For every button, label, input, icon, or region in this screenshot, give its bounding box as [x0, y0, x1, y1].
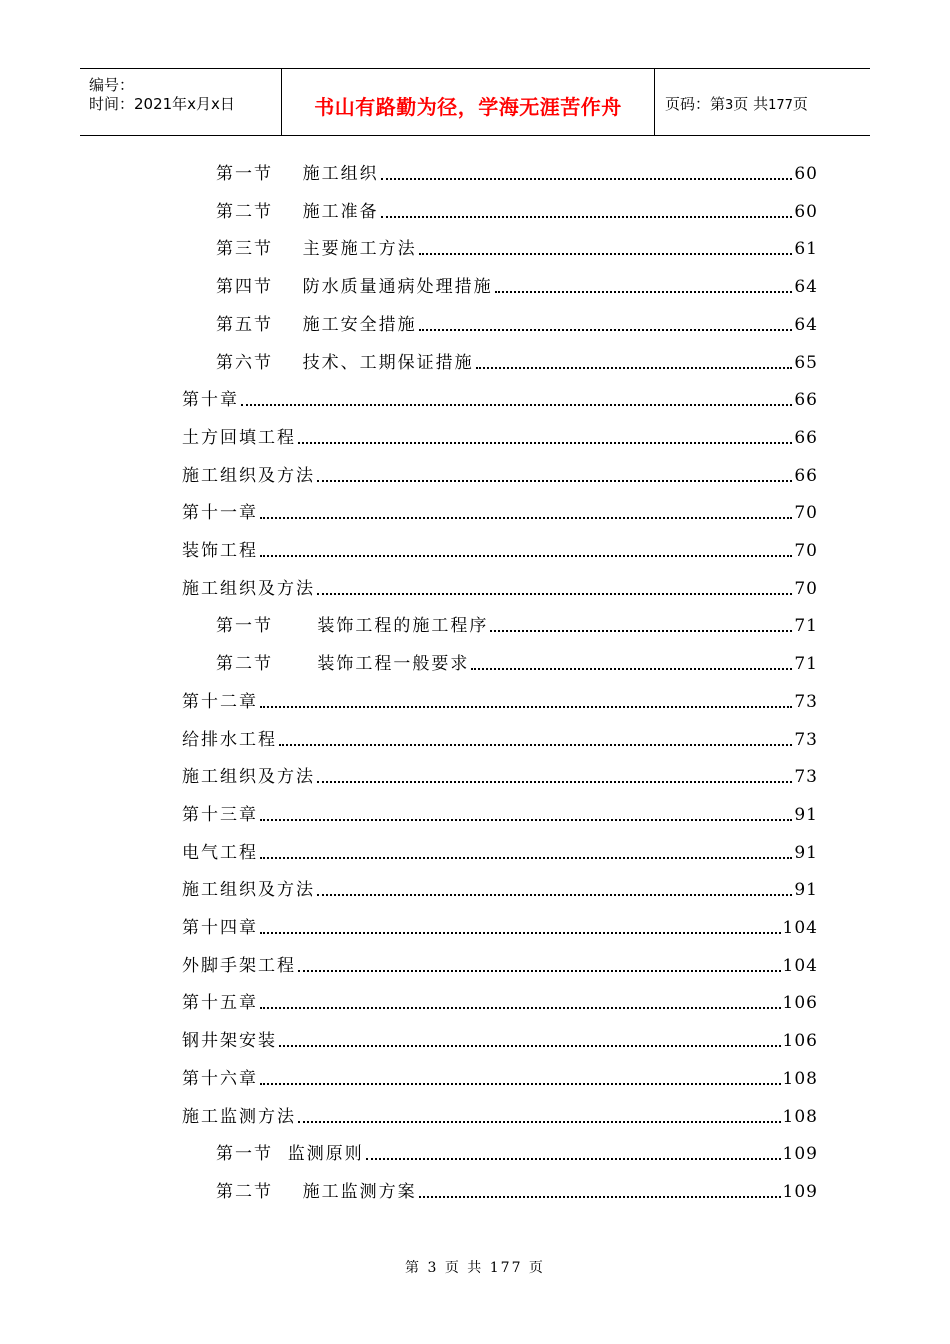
toc-dot-leader	[419, 1196, 781, 1198]
toc-entry[interactable]	[216, 652, 818, 676]
toc-entry-title: 第十三章	[182, 805, 258, 825]
toc-entry-title: 第二节 装饰工程一般要求	[216, 654, 470, 674]
toc-entry-title: 第六节 技术、工期保证措施	[216, 353, 474, 373]
toc-entry-page: 64	[794, 315, 818, 335]
page-prefix: 页码：第	[665, 95, 726, 113]
document-header	[80, 68, 870, 136]
toc-dot-leader	[317, 894, 792, 896]
toc-dot-leader	[317, 593, 792, 595]
toc-dot-leader	[419, 329, 793, 331]
toc-entry-title: 第十章	[182, 390, 239, 410]
toc-entry-title: 第十五章	[182, 993, 258, 1013]
page-info	[665, 93, 808, 114]
toc-entry-page: 64	[794, 277, 818, 297]
toc-entry[interactable]	[182, 841, 818, 865]
toc-entry[interactable]	[182, 991, 818, 1015]
toc-entry[interactable]	[216, 162, 818, 186]
toc-entry-page: 109	[782, 1144, 818, 1164]
toc-entry-title: 施工监测方法	[182, 1107, 296, 1127]
toc-entry[interactable]	[182, 501, 818, 525]
toc-entry-page: 71	[794, 654, 818, 674]
toc-entry-page: 60	[794, 164, 818, 184]
toc-entry-page: 61	[794, 239, 818, 259]
toc-entry[interactable]	[182, 690, 818, 714]
toc-entry-page: 104	[782, 956, 818, 976]
toc-dot-leader	[260, 706, 792, 708]
toc-entry[interactable]	[216, 351, 818, 375]
toc-entry[interactable]	[182, 539, 818, 563]
toc-entry[interactable]	[182, 1105, 818, 1129]
toc-entry-page: 91	[794, 880, 818, 900]
toc-entry-page: 73	[794, 730, 818, 750]
header-meta-cell	[80, 69, 281, 135]
toc-entry-title: 第十二章	[182, 692, 258, 712]
toc-entry-title: 土方回填工程	[182, 428, 296, 448]
header-motto-cell	[281, 69, 655, 135]
toc-entry-title: 第一节 装饰工程的施工程序	[216, 616, 489, 636]
toc-dot-leader	[381, 178, 793, 180]
toc-dot-leader	[366, 1158, 781, 1160]
toc-entry[interactable]	[182, 916, 818, 940]
toc-entry-title: 施工组织及方法	[182, 579, 315, 599]
toc-entry[interactable]	[216, 313, 818, 337]
page-current: 3	[725, 98, 734, 113]
toc-entry-page: 66	[794, 428, 818, 448]
page-total: 177	[768, 98, 793, 113]
motto-text: 书山有路勤为径，学海无涯苦作舟	[314, 95, 622, 119]
toc-entry-page: 91	[794, 805, 818, 825]
toc-entry[interactable]	[216, 614, 818, 638]
toc-entry-page: 65	[794, 353, 818, 373]
toc-dot-leader	[381, 216, 793, 218]
toc-entry-title: 第三节 主要施工方法	[216, 239, 417, 259]
toc-entry[interactable]	[182, 1067, 818, 1091]
toc-entry[interactable]	[182, 388, 818, 412]
page-suffix: 页	[792, 95, 808, 113]
toc-entry[interactable]	[216, 200, 818, 224]
toc-dot-leader	[260, 857, 792, 859]
toc-entry-page: 73	[794, 767, 818, 787]
toc-entry-title: 第十六章	[182, 1069, 258, 1089]
toc-dot-leader	[495, 291, 793, 293]
toc-dot-leader	[317, 480, 792, 482]
toc-entry-title: 第四节 防水质量通病处理措施	[216, 277, 493, 297]
toc-entry[interactable]	[182, 1029, 818, 1053]
toc-entry-page: 108	[782, 1107, 818, 1127]
toc-entry-page: 106	[782, 993, 818, 1013]
toc-dot-leader	[279, 1045, 781, 1047]
header-page-cell	[655, 69, 870, 135]
toc-entry-title: 第五节 施工安全措施	[216, 315, 417, 335]
toc-entry[interactable]	[182, 765, 818, 789]
toc-dot-leader	[298, 970, 781, 972]
toc-entry-page: 109	[782, 1182, 818, 1202]
toc-entry[interactable]	[182, 878, 818, 902]
toc-entry-page: 73	[794, 692, 818, 712]
number-label: 编号：	[89, 76, 135, 94]
toc-dot-leader	[260, 517, 792, 519]
toc-entry-page: 70	[794, 541, 818, 561]
toc-entry-title: 第二节 施工准备	[216, 202, 379, 222]
toc-entry-page: 108	[782, 1069, 818, 1089]
time-label: 时间：2021年x月x日	[89, 95, 235, 113]
toc-entry-title: 电气工程	[182, 843, 258, 863]
toc-dot-leader	[279, 744, 792, 746]
toc-entry-title: 第二节 施工监测方案	[216, 1182, 417, 1202]
toc-entry-title: 钢井架安装	[182, 1031, 277, 1051]
toc-entry[interactable]	[182, 577, 818, 601]
toc-dot-leader	[260, 555, 792, 557]
toc-dot-leader	[476, 367, 793, 369]
toc-entry-title: 施工组织及方法	[182, 466, 315, 486]
toc-entry-title: 施工组织及方法	[182, 880, 315, 900]
toc-dot-leader	[260, 932, 781, 934]
toc-entry-title: 施工组织及方法	[182, 767, 315, 787]
toc-entry[interactable]	[182, 464, 818, 488]
toc-dot-leader	[317, 781, 792, 783]
toc-entry-page: 60	[794, 202, 818, 222]
toc-entry[interactable]	[182, 426, 818, 450]
toc-entry-page: 104	[782, 918, 818, 938]
toc-entry[interactable]	[216, 275, 818, 299]
toc-entry-title: 第一节 施工组织	[216, 164, 379, 184]
page-footer: 第 3 页 共 177 页	[405, 1260, 545, 1276]
toc-entry[interactable]	[182, 803, 818, 827]
toc-entry[interactable]	[182, 728, 818, 752]
toc-dot-leader	[241, 404, 792, 406]
page-mid: 页 共	[733, 95, 769, 113]
toc-dot-leader	[419, 253, 793, 255]
toc-entry-title: 第十四章	[182, 918, 258, 938]
toc-dot-leader	[298, 442, 792, 444]
toc-entry-page: 106	[782, 1031, 818, 1051]
toc-entry-title: 装饰工程	[182, 541, 258, 561]
toc-entry-page: 91	[794, 843, 818, 863]
toc-entry-title: 给排水工程	[182, 730, 277, 750]
toc-dot-leader	[471, 668, 792, 670]
toc-dot-leader	[260, 1007, 781, 1009]
toc-entry-page: 70	[794, 579, 818, 599]
toc-entry[interactable]	[216, 1180, 818, 1204]
toc-entry-title: 第一节 监测原则	[216, 1144, 364, 1164]
toc-entry-page: 66	[794, 466, 818, 486]
toc-entry[interactable]	[182, 954, 818, 978]
toc-entry-page: 66	[794, 390, 818, 410]
toc-dot-leader	[260, 819, 792, 821]
toc-entry[interactable]	[216, 237, 818, 261]
toc-dot-leader	[260, 1083, 781, 1085]
toc-entry-title: 外脚手架工程	[182, 956, 296, 976]
toc-entry-page: 71	[794, 616, 818, 636]
toc-entry[interactable]	[216, 1142, 818, 1166]
toc-entry-page: 70	[794, 503, 818, 523]
toc-dot-leader	[490, 630, 792, 632]
toc-dot-leader	[298, 1121, 781, 1123]
toc-entry-title: 第十一章	[182, 503, 258, 523]
